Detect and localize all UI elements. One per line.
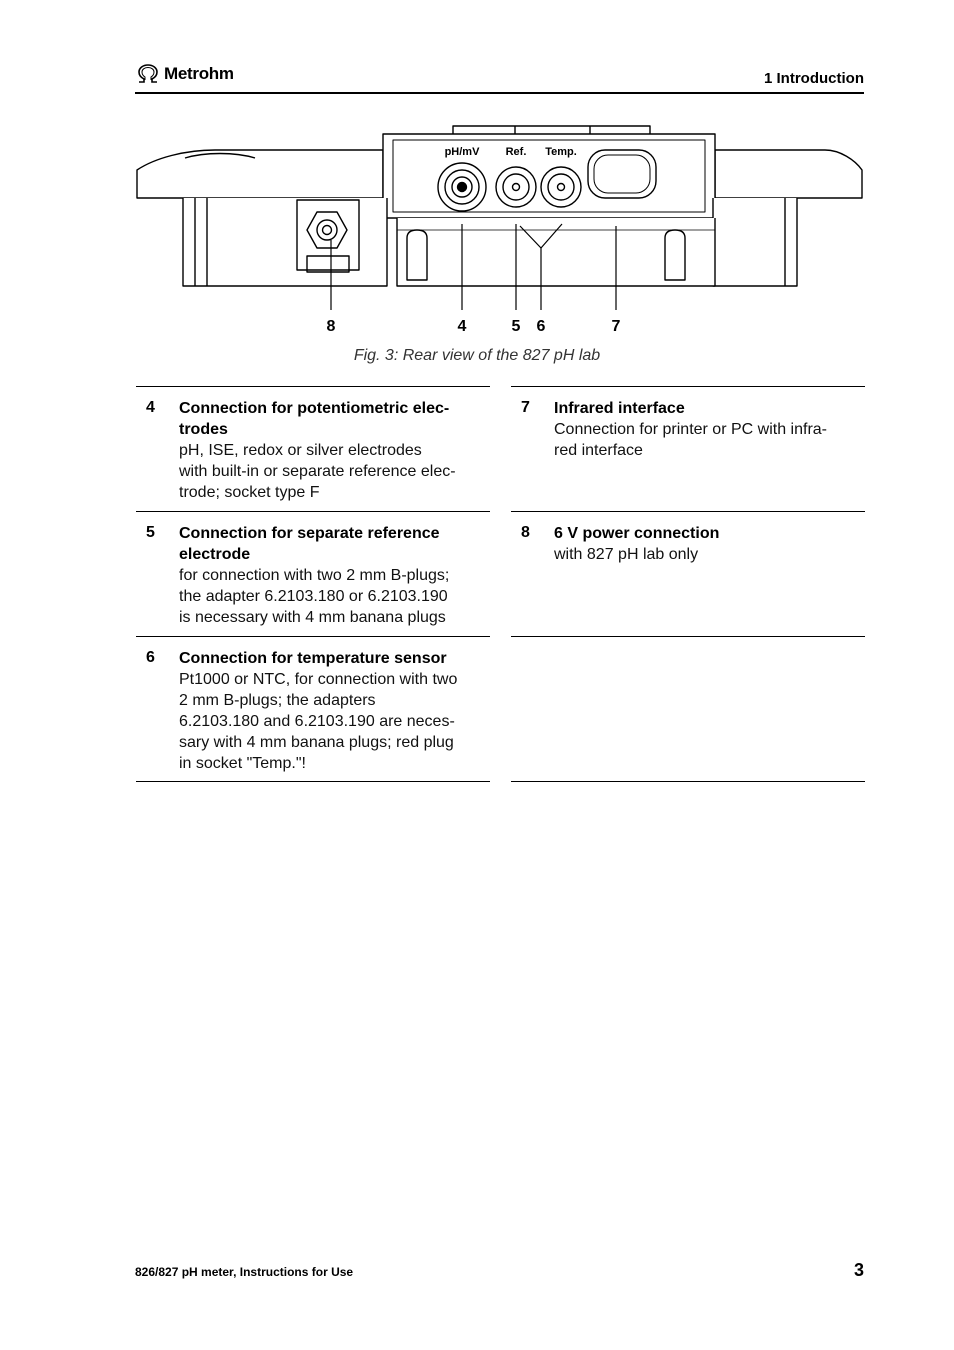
legend-title: Infrared interface	[554, 400, 685, 417]
device-drawing	[135, 120, 864, 340]
legend-title: Connection for temperature sensor	[179, 650, 447, 667]
legend-right-column	[511, 386, 865, 782]
legend-empty-cell	[511, 636, 865, 782]
socket-label-ref: Ref.	[505, 146, 527, 158]
legend-description: with 827 pH lab only	[554, 546, 699, 563]
legend-number: 8	[521, 524, 530, 541]
legend-item-6	[136, 636, 490, 782]
brand-name: Metrohm	[164, 64, 234, 83]
callout-6: 6	[536, 318, 546, 335]
callout-5: 5	[511, 318, 521, 335]
rear-view-figure	[135, 120, 864, 340]
socket-label-temp: Temp.	[545, 146, 577, 158]
footer-document-title: 826/827 pH meter, Instructions for Use	[135, 1265, 354, 1279]
legend-title: Connection for separate reference electrode	[179, 525, 440, 563]
legend-description: Connection for printer or PC with infra- red interface	[554, 421, 827, 459]
legend-number: 6	[146, 649, 155, 666]
callout-7: 7	[611, 318, 621, 335]
legend-number: 5	[146, 524, 155, 541]
legend-description: Pt1000 or NTC, for connection with two 2 mm B-plugs; the adapters 6.2103.180 and 6.2103.190 are neces- sary with 4 mm banana plugs; red plug in socket "Temp."!	[179, 671, 458, 772]
page-header	[135, 62, 864, 94]
legend-description: pH, ISE, redox or silver electrodes with built-in or separate reference elec- trode; socket type F	[179, 442, 456, 501]
brand-logo	[135, 64, 234, 84]
omega-icon	[135, 64, 161, 84]
figure-caption: Fig. 3: Rear view of the 827 pH lab	[353, 347, 601, 364]
legend-title: Connection for potentiometric elec- trodes	[179, 400, 450, 438]
legend-number: 7	[521, 399, 530, 416]
socket-label-phmv: pH/mV	[444, 146, 480, 158]
legend-description: for connection with two 2 mm B-plugs; the adapter 6.2103.180 or 6.2103.190 is necessary with 4 mm banana plugs	[179, 567, 450, 626]
legend-title: 6 V power connection	[554, 525, 720, 542]
legend-item-5	[136, 511, 490, 636]
callout-4: 4	[457, 318, 467, 335]
legend-item-7	[511, 386, 865, 511]
legend-item-8	[511, 511, 865, 636]
chapter-title: 1 Introduction	[764, 70, 864, 87]
legend-left-column	[136, 386, 490, 782]
page-number: 3	[853, 1260, 864, 1280]
legend-item-4	[136, 386, 490, 511]
callout-8: 8	[326, 318, 336, 335]
legend-number: 4	[146, 399, 155, 416]
